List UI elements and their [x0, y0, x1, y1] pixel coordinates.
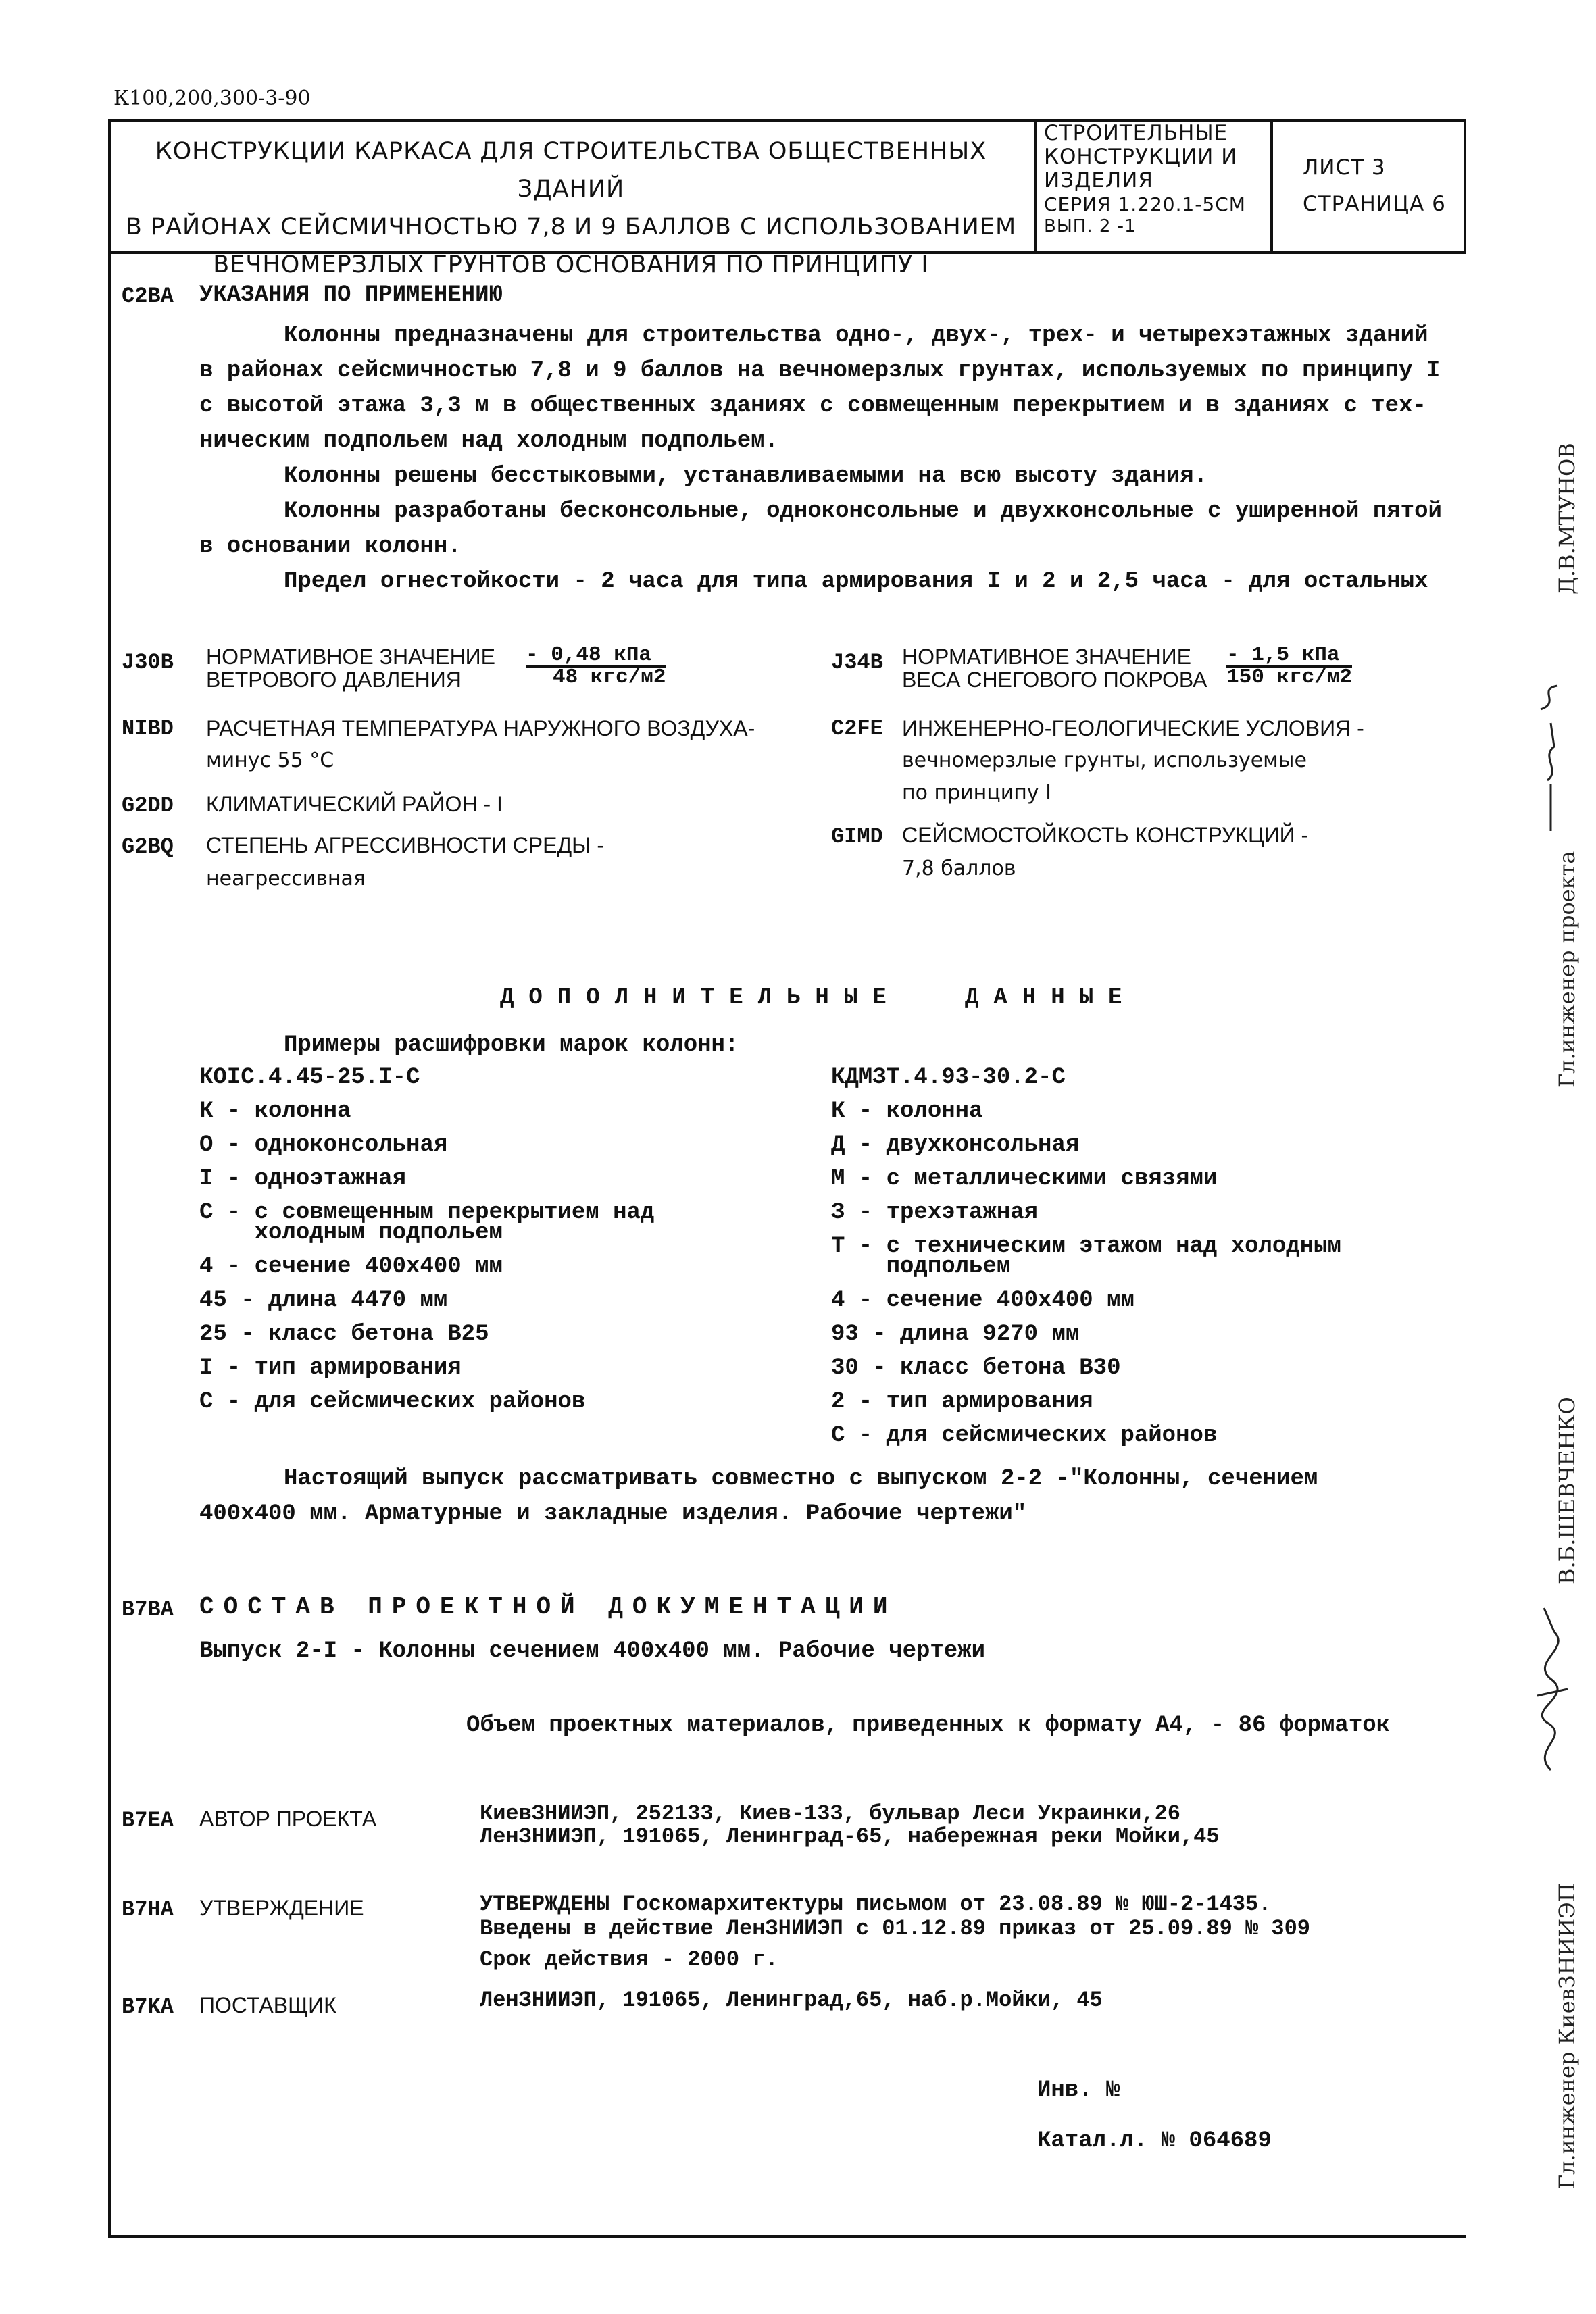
- frame-left: [108, 119, 111, 2237]
- decode-left-item: О - одноконсольная: [199, 1132, 448, 1158]
- wind-label-line: ВЕТРОВОГО ДАВЛЕНИЯ: [206, 668, 462, 692]
- wind-value-bottom: 48 кгс/м2: [553, 665, 666, 689]
- sheet-number: ЛИСТ 3: [1303, 155, 1386, 180]
- decode-right-item: 2 - тип армирования: [831, 1389, 1093, 1415]
- snow-value-top: - 1,5 кПа: [1226, 645, 1352, 668]
- supplier-label: ПОСТАВЩИК: [199, 1993, 336, 2017]
- header-div2: [1270, 119, 1273, 254]
- extra-note: 400х400 мм. Арматурные и закладные изделия. Рабочие чертежи": [199, 1501, 1027, 1527]
- decode-right-item: подпольем: [831, 1254, 1011, 1280]
- temp-code: NIBD: [122, 716, 174, 741]
- geo-code: C2FE: [831, 716, 883, 741]
- decode-left-item: холодным подпольем: [199, 1220, 503, 1246]
- side-name-2: [1554, 1397, 1580, 1584]
- decode-left-item: 25 - класс бетона В25: [199, 1322, 489, 1347]
- decode-left-item: 45 - длина 4470 мм: [199, 1288, 448, 1313]
- approval-line: Введены в действие ЛенЗНИИЭП с 01.12.89 приказ от 25.09.89 № 309: [480, 1916, 1310, 1941]
- extra-intro: Примеры расшифровки марок колонн:: [284, 1032, 739, 1058]
- decode-left-item: К - колонна: [199, 1099, 351, 1124]
- category-line: ВЫП. 2 -1: [1044, 216, 1137, 236]
- category-line: ИЗДЕЛИЯ: [1044, 168, 1153, 193]
- decode-left-item: С - для сейсмических районов: [199, 1389, 586, 1415]
- side-chief-engineer-institute: [1554, 1883, 1580, 2189]
- header-title-line: В РАЙОНАХ СЕЙСМИЧНОСТЬЮ 7,8 И 9 БАЛЛОВ С ИСПОЛЬЗОВАНИЕМ: [125, 213, 1017, 241]
- composition-heading: СОСТАВ ПРОЕКТНОЙ ДОКУМЕНТАЦИИ: [199, 1593, 897, 1621]
- extra-heading-left: ДОПОЛНИТЕЛЬНЫЕ: [500, 985, 901, 1011]
- wind-label-line: НОРМАТИВНОЕ ЗНАЧЕНИЕ: [206, 645, 496, 669]
- catalog-number: Катал.л. № 064689: [1037, 2128, 1272, 2154]
- category-line: СТРОИТЕЛЬНЫЕ: [1044, 121, 1228, 145]
- decode-right-item: З - трехэтажная: [831, 1200, 1039, 1226]
- decode-left-item: I - одноэтажная: [199, 1166, 407, 1192]
- usage-line: Колонны разработаны бесконсольные, одноконсольные и двухконсольные с уширенной пятой: [284, 499, 1442, 524]
- side-name: В.Б.ШЕВЧЕНКО: [1554, 1397, 1580, 1584]
- usage-line: с высотой этажа 3,3 м в общественных зданиях с совмещенным перекрытием и в зданиях с тех-: [199, 393, 1426, 419]
- usage-line: в основании колонн.: [199, 534, 462, 559]
- author-code: B7EA: [122, 1808, 174, 1833]
- decode-right-item: 93 - длина 9270 мм: [831, 1322, 1080, 1347]
- author-line: ЛенЗНИИЭП, 191065, Ленинград-65, набережная реки Мойки,45: [480, 1824, 1220, 1849]
- decode-left-item: I - тип армирования: [199, 1355, 462, 1381]
- temp-label: РАСЧЕТНАЯ ТЕМПЕРАТУРА НАРУЖНОГО ВОЗДУХА-: [206, 716, 755, 740]
- snow-code: J34B: [831, 650, 883, 675]
- wind-value: [526, 645, 666, 688]
- decode-left: [199, 1065, 654, 1423]
- inventory-number: Инв. №: [1037, 2078, 1120, 2103]
- extra-note: Настоящий выпуск рассматривать совместно с выпуском 2-2 -"Колонны, сечением: [284, 1466, 1318, 1492]
- geo-label: ИНЖЕНЕРНО-ГЕОЛОГИЧЕСКИЕ УСЛОВИЯ -: [902, 716, 1364, 740]
- author-line: КиевЗНИИЭП, 252133, Киев-133, бульвар Леси Украинки,26: [480, 1801, 1180, 1826]
- decode-left-item: КОIС.4.45-25.I-С: [199, 1065, 420, 1090]
- approval-label: УТВЕРЖДЕНИЕ: [199, 1896, 364, 1920]
- seismic-label: СЕЙСМОСТОЙКОСТЬ КОНСТРУКЦИЙ -: [902, 823, 1309, 847]
- climate-code: G2DD: [122, 793, 174, 818]
- seismic-code: GIMD: [831, 824, 883, 849]
- frame-right: [1464, 119, 1466, 254]
- header-div1: [1034, 119, 1037, 254]
- extra-heading-right: ДАННЫЕ: [965, 985, 1137, 1011]
- snow-label: [902, 645, 1207, 691]
- side-chief-engineer-project: [1554, 851, 1580, 1088]
- decode-right-item: 4 - сечение 400х400 мм: [831, 1288, 1134, 1313]
- category-line: КОНСТРУКЦИИ И: [1044, 145, 1238, 169]
- decode-right-item: 30 - класс бетона В30: [831, 1355, 1121, 1381]
- snow-value-bottom: 150 кгс/м2: [1226, 665, 1353, 689]
- header-title-line: ВЕЧНОМЕРЗЛЫХ ГРУНТОВ ОСНОВАНИЯ ПО ПРИНЦИПУ I: [213, 251, 929, 278]
- snow-value: [1226, 645, 1352, 688]
- usage-line: Предел огнестойкости - 2 часа для типа армирования I и 2 и 2,5 часа - для остальных: [284, 569, 1428, 595]
- decode-right-item: К - колонна: [831, 1099, 983, 1124]
- geo-value: по принципу I: [902, 781, 1051, 805]
- climate-label: КЛИМАТИЧЕСКИЙ РАЙОН - I: [206, 792, 503, 816]
- composition-volume: Объем проектных материалов, приведенных к формату А4, - 86 форматок: [466, 1713, 1391, 1738]
- decode-right-item: М - с металлическими связями: [831, 1166, 1218, 1192]
- decode-right-item: С - для сейсмических районов: [831, 1423, 1218, 1449]
- signature-1: [1520, 622, 1581, 838]
- usage-line: в районах сейсмичностью 7,8 и 9 баллов на вечномерзлых грунтах, используемых по принципу I: [199, 358, 1441, 384]
- snow-label-line: НОРМАТИВНОЕ ЗНАЧЕНИЕ: [902, 645, 1192, 669]
- signature-2: [1517, 1594, 1585, 1777]
- usage-line: ническим подпольем над холодным подпольем.: [199, 428, 778, 454]
- aggr-label: СТЕПЕНЬ АГРЕССИВНОСТИ СРЕДЫ -: [206, 833, 605, 857]
- doc-code: К100,200,300-3-90: [114, 86, 311, 110]
- approval-code: B7HA: [122, 1897, 174, 1922]
- decode-right-item: Д - двухконсольная: [831, 1132, 1080, 1158]
- frame-top: [108, 119, 1466, 122]
- composition-issue: Выпуск 2-I - Колонны сечением 400х400 мм. Рабочие чертежи: [199, 1638, 985, 1664]
- category-line: СЕРИЯ 1.220.1-5СМ: [1044, 193, 1246, 216]
- usage-line: Колонны решены бесстыковыми, устанавливаемыми на всю высоту здания.: [284, 463, 1208, 489]
- author-label: АВТОР ПРОЕКТА: [199, 1807, 377, 1831]
- side-name: Д.В.МТУНОВ: [1554, 443, 1580, 595]
- frame-bottom: [108, 2235, 1466, 2238]
- aggr-code: G2BQ: [122, 834, 174, 859]
- composition-code: B7BA: [122, 1597, 174, 1622]
- seismic-value: 7,8 баллов: [902, 857, 1016, 880]
- header-category: [1044, 122, 1246, 236]
- decode-left-item: 4 - сечение 400х400 мм: [199, 1254, 503, 1280]
- side-title: Гл.инженер проекта: [1554, 851, 1580, 1088]
- side-title: Гл.инженер КиевЗНИИЭП: [1554, 1883, 1580, 2189]
- side-name-1: [1554, 443, 1580, 595]
- geo-value: вечномерзлые грунты, используемые: [902, 749, 1307, 772]
- decode-left-item: С - с совмещенным перекрытием над: [199, 1200, 655, 1226]
- header-title: [115, 132, 1027, 284]
- supplier-code: B7KA: [122, 1994, 174, 2019]
- wind-label: [206, 645, 495, 691]
- approval-line: Срок действия - 2000 г.: [480, 1947, 778, 1972]
- decode-right-item: Т - с техническим этажом над холодным: [831, 1234, 1341, 1259]
- header-title-line: КОНСТРУКЦИИ КАРКАСА ДЛЯ СТРОИТЕЛЬСТВА ОБЩЕСТВЕННЫХ ЗДАНИЙ: [155, 138, 987, 203]
- wind-code: J30B: [122, 650, 174, 675]
- decode-right: [831, 1065, 1341, 1457]
- wind-value-top: - 0,48 кПа: [526, 645, 666, 668]
- supplier-line: ЛенЗНИИЭП, 191065, Ленинград,65, наб.р.Мойки, 45: [480, 1988, 1103, 2013]
- usage-line: Колонны предназначены для строительства одно-, двух-, трех- и четырехэтажных зданий: [284, 323, 1428, 349]
- aggr-value: неагрессивная: [206, 867, 366, 890]
- temp-value: минус 55 °С: [206, 749, 334, 772]
- usage-heading: УКАЗАНИЯ ПО ПРИМЕНЕНИЮ: [199, 282, 503, 308]
- page-number: СТРАНИЦА 6: [1303, 192, 1446, 216]
- usage-code: C2BA: [122, 284, 174, 309]
- decode-right-item: КДМЗТ.4.93-30.2-С: [831, 1065, 1066, 1090]
- approval-line: УТВЕРЖДЕНЫ Госкомархитектуры письмом от 23.08.89 № ЮШ-2-1435.: [480, 1892, 1272, 1917]
- snow-label-line: ВЕСА СНЕГОВОГО ПОКРОВА: [902, 668, 1207, 692]
